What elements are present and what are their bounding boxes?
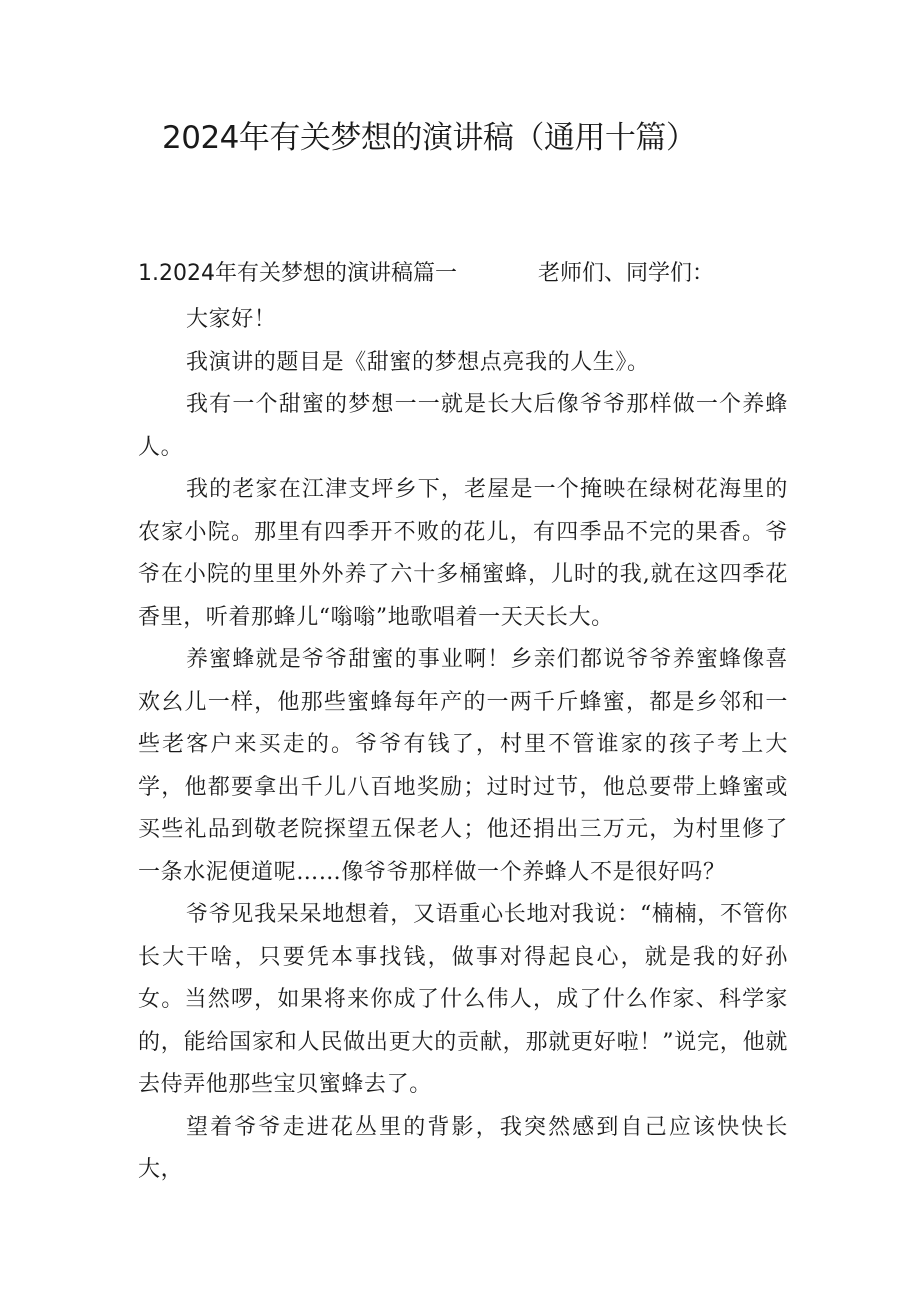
paragraph: 养蜜蜂就是爷爷甜蜜的事业啊！乡亲们都说爷爷养蜜蜂像喜欢幺儿一样，他那些蜜蜂每年产的一两千斤蜂蜜，都是乡邻和一些老客户来买走的。爷爷有钱了，村里不管谁家的孩子考上大学，他都要拿出千儿八百地奖励；过时过节，他总要带上蜂蜜或买些礼品到敬老院探望五保老人；他还捐出三万元，为村里修了一条水泥便道呢……像爷爷那样做一个养蜂人不是很好吗？ [138, 647, 788, 885]
speech-body [138, 299, 788, 1192]
salutation: 老师们、同学们： [538, 261, 715, 286]
paragraph: 我的老家在江津支坪乡下，老屋是一个掩映在绿树花海里的农家小院。那里有四季开不败的花儿，有四季品不完的果香。爷爷在小院的里里外外养了六十多桶蜜蜂，儿时的我,就在这四季花香里，听着那蜂儿“嗡嗡”地歌唱着一天天长大。 [138, 477, 788, 630]
paragraph: 爷爷见我呆呆地想着，又语重心长地对我说：“楠楠，不管你长大干啥，只要凭本事找钱，做事对得起良心，就是我的好孙女。当然啰，如果将来你成了什么伟人，成了什么作家、科学家的，能给国家和人民做出更大的贡献，那就更好啦！”说完，他就去侍弄他那些宝贝蜜蜂去了。 [138, 902, 788, 1097]
document-title: 2024年有关梦想的演讲稿（通用十篇） [162, 120, 697, 156]
paragraph: 我演讲的题目是《甜蜜的梦想点亮我的人生》。 [186, 349, 650, 375]
paragraph: 望着爷爷走进花丛里的背影，我突然感到自己应该快快长大， [138, 1114, 788, 1182]
paragraph: 大家好！ [186, 307, 277, 332]
paragraph: 我有一个甜蜜的梦想一一就是长大后像爷爷那样做一个养蜂人。 [138, 392, 788, 460]
section-line [138, 256, 798, 292]
section-heading: 1.2024年有关梦想的演讲稿篇一 [138, 261, 457, 286]
